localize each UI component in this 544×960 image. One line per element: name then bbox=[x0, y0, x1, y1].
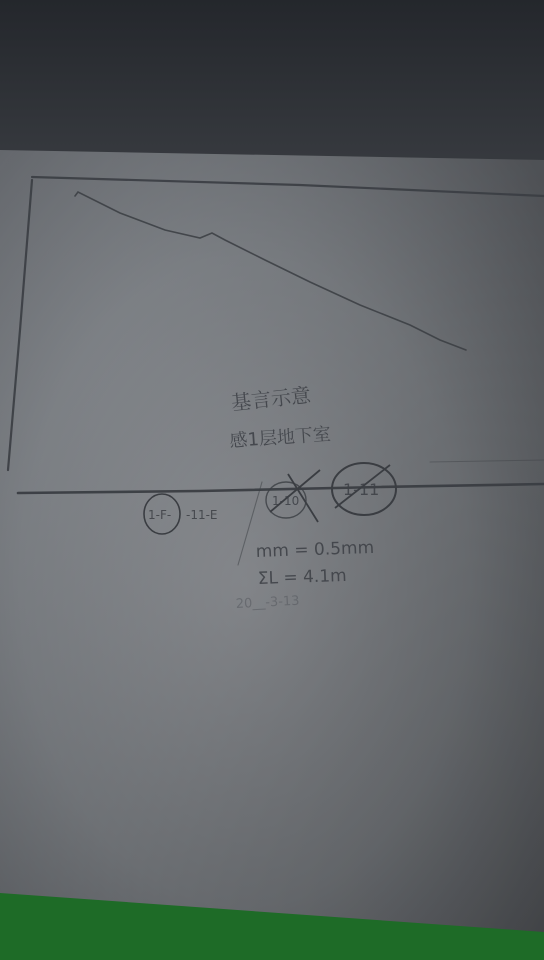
scale-note: mm = 0.5mm bbox=[255, 537, 375, 562]
circle-label-3: 1-11 bbox=[343, 480, 380, 499]
circle-label-2: 1-10 bbox=[272, 494, 300, 508]
circle-label-1: 1-F- bbox=[148, 508, 172, 522]
date-note: 20__-3-13 bbox=[235, 593, 300, 612]
length-note: ΣL = 4.1m bbox=[257, 565, 347, 589]
sep-label: -11-E bbox=[186, 508, 218, 522]
heading-line-2: 感1层地下室 bbox=[228, 423, 332, 452]
heading-line-1: 基言示意 bbox=[230, 382, 313, 415]
